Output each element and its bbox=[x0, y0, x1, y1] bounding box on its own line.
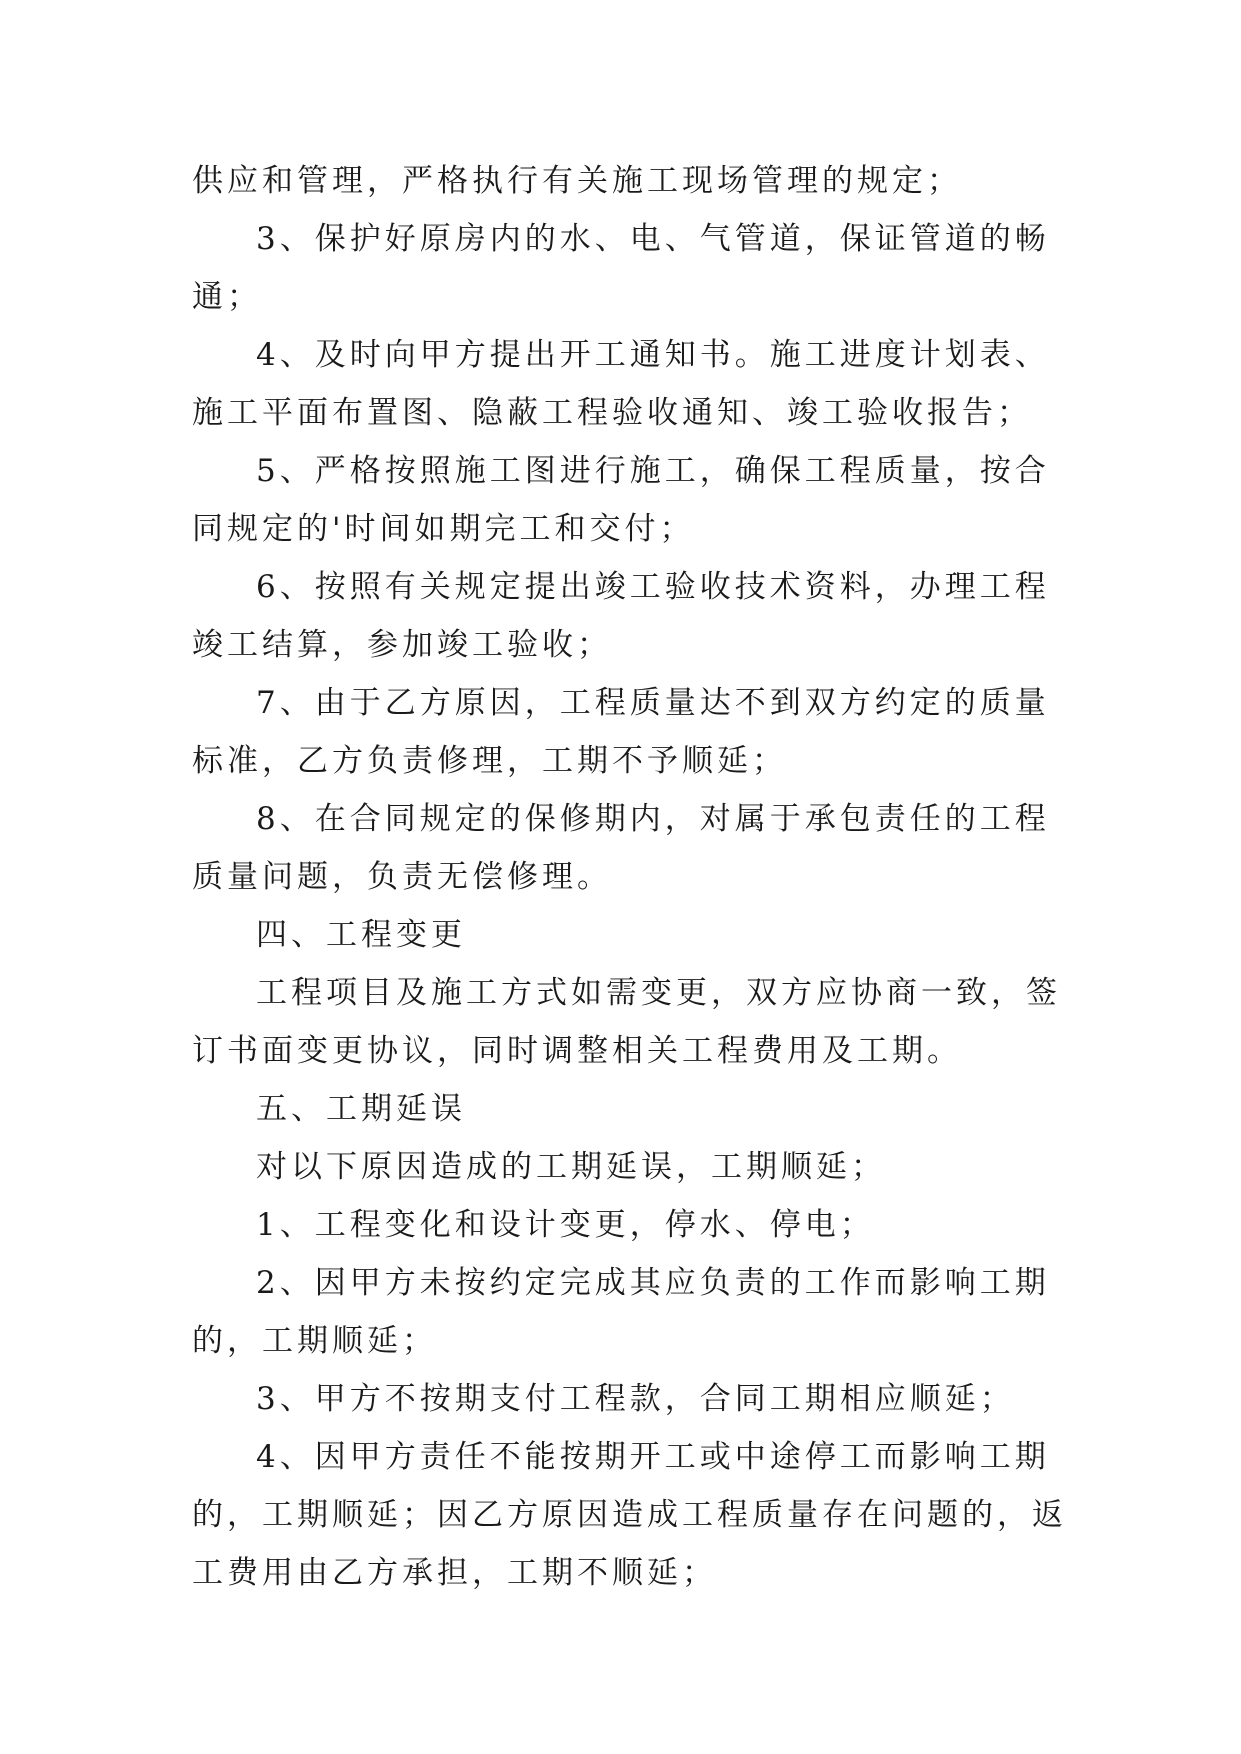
paragraph: 对以下原因造成的工期延误，工期顺延； bbox=[256, 1149, 886, 1185]
paragraph: 供应和管理，严格执行有关施工现场管理的规定； bbox=[192, 163, 962, 199]
section-heading: 五、工期延误 bbox=[256, 1091, 466, 1127]
section-heading: 四、工程变更 bbox=[256, 917, 466, 953]
paragraph: 6、按照有关规定提出竣工验收技术资料，办理工程竣工结算，参加竣工验收； bbox=[192, 569, 1050, 663]
paragraph: 3、甲方不按期支付工程款，合同工期相应顺延； bbox=[256, 1381, 1015, 1417]
paragraph: 8、在合同规定的保修期内，对属于承包责任的工程质量问题，负责无偿修理。 bbox=[192, 801, 1050, 895]
paragraph: 4、因甲方责任不能按期开工或中途停工而影响工期的，工期顺延；因乙方原因造成工程质量存在问题的，返工费用由乙方承担，工期不顺延； bbox=[192, 1439, 1067, 1591]
paragraph: 1、工程变化和设计变更，停水、停电； bbox=[256, 1207, 875, 1243]
paragraph: 工程项目及施工方式如需变更，双方应协商一致，签订书面变更协议，同时调整相关工程费用及工期。 bbox=[192, 975, 1061, 1069]
paragraph: 7、由于乙方原因，工程质量达不到双方约定的质量标准，乙方负责修理，工期不予顺延； bbox=[192, 685, 1050, 779]
document-body bbox=[192, 152, 1072, 1602]
paragraph: 3、保护好原房内的水、电、气管道，保证管道的畅通； bbox=[192, 221, 1050, 315]
paragraph: 5、严格按照施工图进行施工，确保工程质量，按合同规定的'时间如期完工和交付； bbox=[192, 453, 1050, 547]
paragraph: 2、因甲方未按约定完成其应负责的工作而影响工期的，工期顺延； bbox=[192, 1265, 1050, 1359]
paragraph: 4、及时向甲方提出开工通知书。施工进度计划表、施工平面布置图、隐蔽工程验收通知、竣工验收报告； bbox=[192, 337, 1050, 431]
